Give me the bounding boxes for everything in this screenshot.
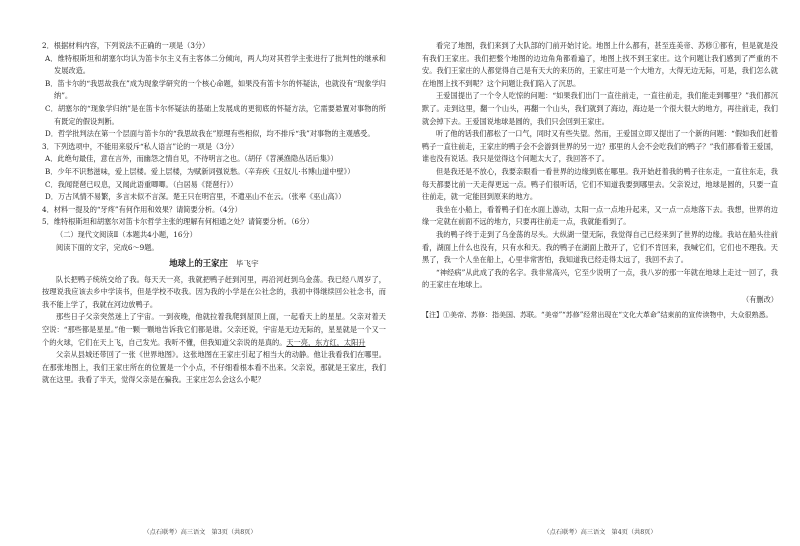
question-2-option-a: A．维特根斯坦和胡塞尔均认为笛卡尔主义有主客体二分倾向，两人均对其哲学主张进行了批判性的继承和发展改造。 [45,53,386,76]
question-5: 5．维特根斯坦和胡塞尔对笛卡尔哲学主张的理解有何相通之处？请简要分析。（6分） [42,217,314,227]
story-title: 地球上的王家庄 [169,258,228,269]
story-paragraph-1: 队长把鸭子统统交给了我。每天天一亮，我就把鸭子赶到河里，再沿河赶到乌金荡。我已经八周岁了，按理说我应该去乡中学读书，但是学校不收我。因为我的小学是在公社念的，我初中得继续回公社念书，而我不能上学了，我就在河边放鸭子。 [42,274,386,309]
story-paragraph-5: 王爱国提出了一个令人吃惊的问题：“如果我们出门一直往前走，一直往前走，我们能走到哪里？”我们都沉默了。走到这里，翻一个山头，再翻一个山头，我们就到了海边，海边是一个很大很大的地方，再往前走，我们就会掉下去。王爱国说地球是圆的，我们只会回到王家庄。 [422,91,778,126]
underlined-phrase: 天一亮，东方红，太阳升 [286,337,366,347]
story-paragraph-7: 但是我还是不放心，我要亲眼看一看世界的边缘到底在哪里。我开始赶着我的鸭子往东走，一直往东走，我每天都要比前一天走得更远一点。鸭子们很听话，它们不知道我要到哪里去。父亲说过，地球是圆的，只要一直往前走，就一定能回到原来的地方。 [422,166,778,202]
question-2-option-d: D．哲学批判法在第一个层面与笛卡尔的“我思故我在”原理有些相似，均不排斥“我”对事物的主观感受。 [45,129,375,139]
story-paragraph-6: 听了他的话我们都松了一口气，同时又有些失望。然而，王爱国立即又提出了一个新的问题：“假如我们赶着鸭子一直往前走，王家庄的鸭子会不会游到世界的另一边？那里的人会不会吃我们的鸭子？”我们都看着王爱国，谁也没有说话。我只是觉得这个问题太大了，我回答不了。 [422,129,778,164]
annotation: 【注】①美帝、苏修：指美国、苏联。“美帝”“苏修”经常出现在“文化大革命”结束前的宣传读物中，大众很熟悉。 [422,311,773,320]
page-footer-right: （点石联考）高三语文 第4页（共8页） [543,529,657,536]
page-right [400,0,800,546]
left-column [42,40,386,387]
story-paragraph-4: 看完了地图，我们来到了大队部的门前开始讨论。地图上什么都有，甚至连美帝、苏修①都有，但是就是没有我们王家庄。我们把整个地图的边边角角都看遍了，地图上找不到王家庄。这个问题让我们感到了严重的不安。我们王家庄的人都觉得自己是有天大的来历的，王家庄可是一个大地方，大得无边无际，可是，我们怎么就在地图上找不到呢？这个问题让我们陷入了沉思。 [422,41,778,88]
story-paragraph-2 [42,311,386,349]
question-4: 4．材料一提及的“牙疼”有何作用和效果？请简要分析。（4分） [42,204,242,214]
section-heading: （二）现代文阅读Ⅱ（本题共4小题，16分） [56,229,197,239]
question-2-option-b: B．笛卡尔的“我思故我在”成为现象学研究的一个核心命题，如果没有笛卡尔的怀疑法，也就没有“现象学归纳”。 [45,78,386,101]
page-footer-left: （点石联考）高三语文 第3页（共8页） [143,529,257,536]
story-title-line [42,257,386,271]
question-2-stem: 2．根据材料内容，下列说法不正确的一项是（3分） [42,41,210,50]
question-3-option-c: C．我闻琵琶已叹息，又闻此语重唧唧。（白居易《琵琶行》） [45,179,238,189]
story-author: 毕飞宇 [235,259,259,269]
question-2-option-c: C．胡塞尔的“现象学归纳”是在笛卡尔怀疑法的基础上发展成的更彻底的怀疑方法，它需要悬置对事物的所有既定的假设判断。 [45,103,386,126]
question-3-option-d: D．万古风情不易繁，多言未似不言深。楚王只在明宫里，不遣巫山不在云。（张率《巫山高》） [45,192,346,202]
story-paragraph-8: 我坐在小船上，看着鸭子们在水面上游动，太阳一点一点地升起来，又一点一点地落下去。我想，世界的边缘一定就在前面不远的地方，只要再往前走一点，我就能看到了。 [422,204,778,227]
story-paragraph-3: 父亲从县城还带回了一张《世界地图》。这张地图在王家庄引起了相当大的动静。他让我看我们在哪里。在那张地图上，我们王家庄所在的位置是一个小点，不仔细看根本看不出来。父亲说，那就是王家庄，我们就在这里。我看了半天，觉得父亲是在骗我。王家庄怎么会这么小呢？ [42,350,386,385]
story-paragraph-2-text: 那些日子父亲突然迷上了宇宙。一到夜晚，他就拉着我爬到屋顶上面，一起看天上的星星。父亲对着天空说：“那些都是星星。”他一颗一颗地告诉我它们都是谁。父亲还说，宇宙是无边无际的，星星就是一个又一个的火球，它们在天上飞，自己发光。我听不懂，但我知道父亲说的是真的。 [42,312,386,347]
story-paragraph-9: 我的鸭子终于走到了乌金荡的尽头。大纵湖一望无际，我觉得自己已经来到了世界的边缘。我站在船头往前看，湖面上什么也没有，只有水和天。我的鸭子在湖面上散开了，它们不肯回来，我喊它们，它们也不理我。天黑了，我一个人坐在船上，心里非常害怕，我知道我已经走得太远了，我回不去了。 [422,229,778,265]
question-3-option-a: A．此绝句最佳，意在言外，而幽怨之情自见，不待明言之也。（胡仔《苕溪渔隐丛话后集》） [45,154,338,164]
end-note: （有删改） [742,294,778,304]
question-3-option-b: B．少年不识愁滋味，爱上层楼。爱上层楼，为赋新词强说愁。（辛弃疾《丑奴儿·书博山道中壁》） [45,166,355,176]
story-paragraph-10: “神经病”从此成了我的名字。我非常高兴，它至少说明了一点，我八岁的那一年就在地球上走过一回了，我的王家庄在地球上。 [422,267,778,290]
right-column [422,40,778,322]
reading-instruction: 阅读下面的文字，完成6～9题。 [56,242,159,252]
question-3-stem: 3．下列选项中，不能用来驳斥“私人语言”论的一项是（3分） [42,141,239,151]
